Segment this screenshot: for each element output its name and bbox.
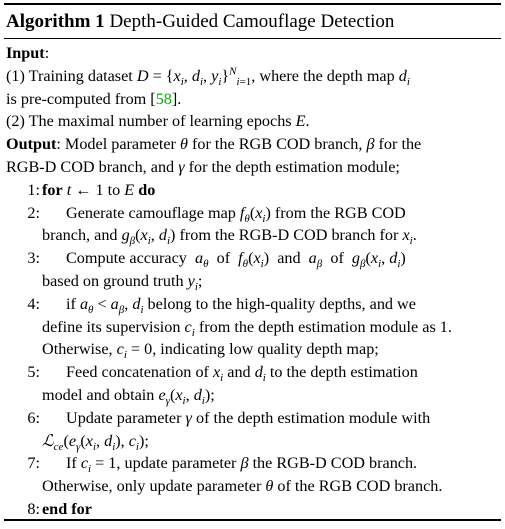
algorithm-title <box>6 10 394 34</box>
step-5: 5: Feed concatenation of $x_i$ and $d_i$ to the depth estimation <box>27 363 418 385</box>
algorithm-box <box>4 3 501 521</box>
step-4: 4: if $a_\theta < a_\beta$, $d_i$ belong to the high-quality depths, and we <box>27 294 416 316</box>
step-3-cont: based on ground truth $y_i$; <box>42 271 203 294</box>
step-3: 3: Compute accuracy $a_\theta$ of $f_\theta(x_i)$ and $a_\beta$ of $g_\beta(x_i$, $d_i$) <box>27 249 406 271</box>
algorithm-body <box>6 42 499 521</box>
step-7-cont: Otherwise, only update parameter θ of the RGB COD branch. <box>42 477 443 496</box>
middle-rule <box>4 38 501 39</box>
step-2-cont: branch, and $g_\beta(x_i$, $d_i$) from the RGB-D COD branch for $x_i$. <box>42 226 417 248</box>
input-item-2: (2) The maximal number of learning epochs E. <box>6 112 310 131</box>
step-4-cont-1: define its supervision $c_i$ from the depth estimation module as 1. <box>42 317 452 339</box>
output-line-2: RGB-D COD branch, and γ for the depth estimation module; <box>6 157 400 176</box>
step-1: 1: for t ← 1 to E do <box>27 180 156 199</box>
citation-link[interactable]: 58 <box>155 89 172 108</box>
step-6: 6: Update parameter γ of the depth estimation module with <box>27 408 431 427</box>
algorithm-label: Algorithm 1 <box>6 11 105 32</box>
step-4-cont-2: Otherwise, $c_i = 0$, indicating low quality depth map; <box>42 340 379 362</box>
step-6-cont: $ℒ_{ce}(e_\gamma(x_i$, $d_i$), $c_i$); <box>42 431 149 453</box>
input-item-1: (1) Training dataset $D = \{x_i$, $d_i$, $y_i\}^N_{i=1}$, where the depth map $d_i$ <box>6 65 410 89</box>
bottom-rule <box>4 519 501 521</box>
input-item-1-cont: is pre-computed from [58]. <box>6 89 182 108</box>
step-5-cont: model and obtain $e_\gamma(x_i$, $d_i$); <box>42 385 215 408</box>
input-heading: Input: <box>6 44 50 62</box>
algorithm-name: Depth-Guided Camouflage Detection <box>109 11 395 32</box>
top-rule <box>4 3 501 5</box>
step-7: 7: If $c_i = 1$, update parameter β the RGB-D COD branch. <box>27 454 418 476</box>
step-2: 2: Generate camouflage map $f_\theta(x_i)$ from the RGB COD <box>27 203 406 225</box>
step-8: 8: end for <box>27 499 92 518</box>
output-line-1: Output: Model parameter θ for the RGB COD branch, β for the <box>6 135 422 154</box>
